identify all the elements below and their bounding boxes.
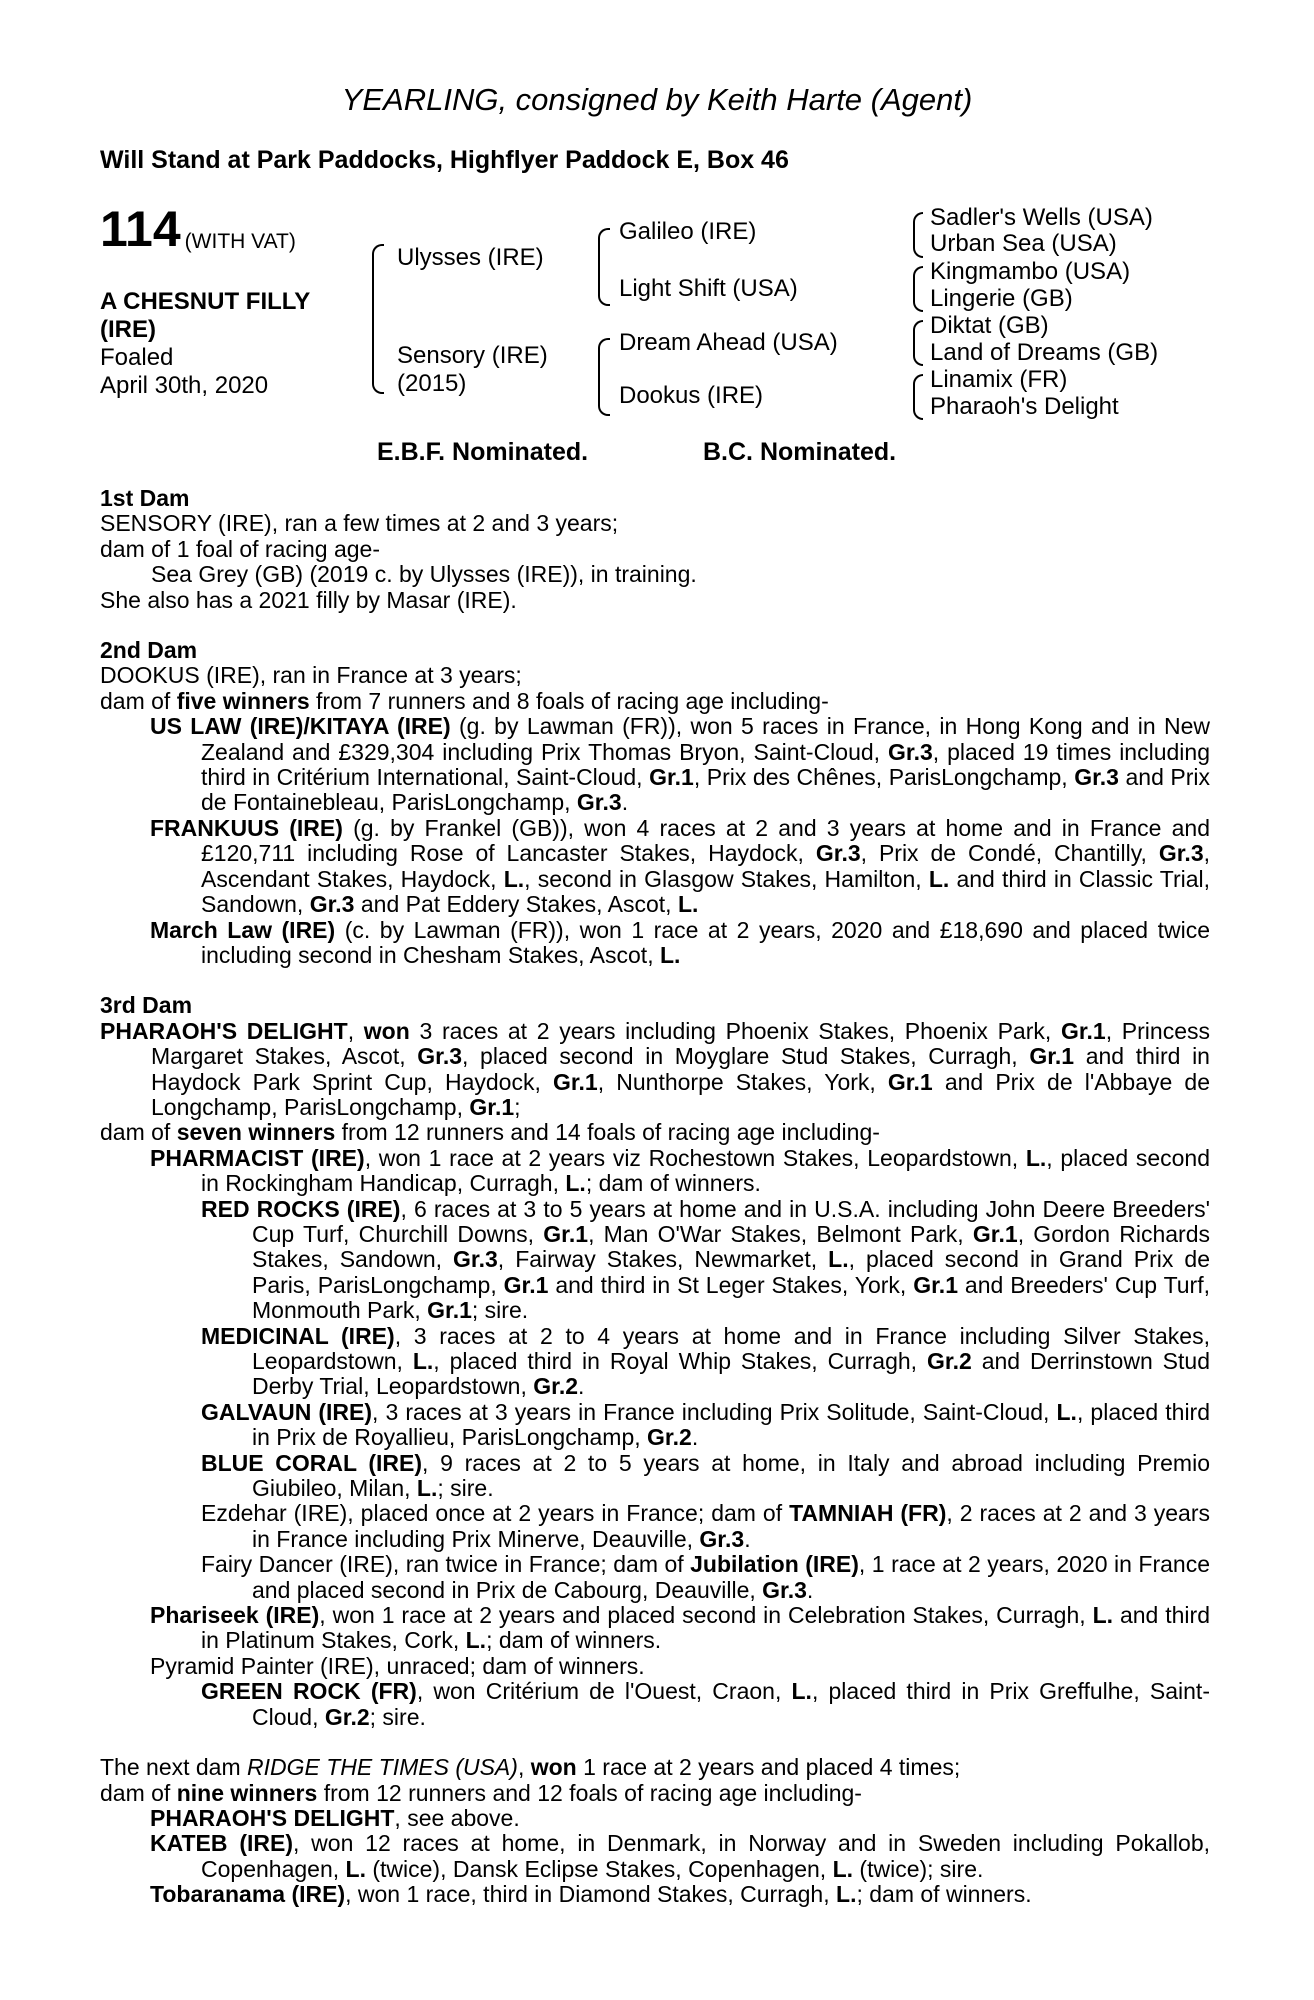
text: . (691, 1424, 699, 1451)
horse-name: TAMNIAH (FR) (789, 1500, 947, 1527)
grade: Gr.3 (453, 1246, 498, 1273)
text: , 9 races at 2 to 5 years at home, in Italy and abroad including Premio Giubileo, Milan, (252, 1449, 1210, 1502)
text: , second in Glasgow Stakes, Hamilton, (524, 865, 929, 892)
pedigree-brace-g4 (913, 374, 923, 420)
text: dam of (100, 687, 177, 714)
grade: L. (416, 1475, 438, 1502)
produce-tobaranama (100, 1882, 1210, 1907)
text: , 6 races at 3 to 5 years at home and in U.S.A. including John Deere Breeders' Cup Turf, Churchill Downs, (252, 1195, 1210, 1247)
text: The next dam (100, 1754, 248, 1781)
text: , see above. (394, 1804, 520, 1831)
catalogue-text (100, 486, 1210, 1908)
text: ; sire. (369, 1703, 426, 1730)
pedigree-g5: Diktat (GB) (930, 312, 1049, 339)
grade: L. (1092, 1602, 1114, 1629)
grade: L. (677, 891, 699, 918)
produce-red-rocks (100, 1197, 1210, 1324)
horse-name: KATEB (IRE) (150, 1830, 293, 1857)
text: , won Critérium de l'Ouest, Craon, (416, 1678, 792, 1705)
text-bold: seven winners (176, 1119, 336, 1146)
produce-pharaohs-delight (100, 1806, 1210, 1831)
consignor-line: YEARLING, consigned by Keith Harte (Agent) (341, 82, 973, 117)
grade: Gr.3 (699, 1525, 745, 1552)
text: , Prix des Chênes, ParisLongchamp, (693, 764, 1075, 791)
grade: Gr.1 (552, 1068, 598, 1095)
foaled-label: Foaled (100, 344, 174, 371)
stand-location: Will Stand at Park Paddocks, Highflyer Paddock E, Box 46 (100, 146, 789, 174)
horse-country: (IRE) (100, 316, 156, 343)
text: , placed third in Prix Greffulhe, Saint-Cloud, (252, 1678, 1210, 1730)
pedigree-brace-g1 (913, 212, 923, 258)
horse-name-italic: RIDGE THE TIMES (USA) (247, 1754, 518, 1781)
text: , 2 races at 2 and 3 years in France including Prix Minerve, Deauville, (252, 1500, 1211, 1552)
pedigree-brace-sire (598, 228, 610, 306)
grade: Gr.1 (1060, 1017, 1106, 1044)
produce-ezdehar (100, 1501, 1210, 1552)
text: , Fairway Stakes, Newmarket, (497, 1246, 829, 1273)
pedigree-brace-g2 (913, 266, 923, 312)
text: ; sire. (437, 1475, 494, 1502)
text: 3 races at 2 years including Phoenix Stakes, Phoenix Park, (409, 1017, 1061, 1044)
pedigree-brace-g3 (913, 320, 923, 366)
text: , won 1 race at 2 years and placed second in Celebration Stakes, Curragh, (319, 1602, 1093, 1629)
text: (twice), Dansk Eclipse Stakes, Copenhagen, (365, 1855, 833, 1882)
grade: L. (659, 941, 681, 968)
pedigree-g4: Lingerie (GB) (930, 285, 1073, 312)
grade: Gr.1 (469, 1093, 515, 1120)
grade: Gr.1 (1029, 1043, 1075, 1070)
text: , Prix de Condé, Chantilly, (860, 840, 1159, 867)
text: (g. by Lawman (FR)), won 5 races in France, in Hong Kong and in New Zealand and £329,304 including Prix Thomas Bryon, Saint-Cloud, (201, 713, 1210, 765)
text: and third in Platinum Stakes, Cork, (201, 1602, 1210, 1654)
text: (twice); sire. (853, 1855, 984, 1882)
text: Fairy Dancer (IRE), ran twice in France; dam of (201, 1551, 691, 1578)
grade: Gr.1 (543, 1220, 589, 1247)
third-dam-heading: 3rd Dam (100, 992, 193, 1019)
text: , placed 19 times including third in Critérium International, Saint-Cloud, (201, 738, 1210, 791)
next-dam-record (100, 1755, 1210, 1780)
grade: Gr.2 (647, 1424, 692, 1451)
first-dam-line: dam of 1 foal of racing age- (100, 535, 380, 562)
text: Ezdehar (IRE), placed once at 2 years in France; dam of (201, 1500, 790, 1527)
pedigree-sire: Ulysses (IRE) (397, 244, 544, 271)
text: , placed third in Prix de Royallieu, ParisLongchamp, (252, 1398, 1211, 1451)
text: from 12 runners and 12 foals of racing age including- (317, 1779, 862, 1806)
pedigree-brace-dam (598, 338, 610, 416)
produce-frankuus (100, 816, 1210, 918)
grade: Gr.3 (1158, 840, 1204, 867)
grade: Gr.2 (927, 1348, 972, 1374)
pedigree-sire-sire: Galileo (IRE) (619, 218, 757, 245)
grade: Gr.3 (576, 789, 622, 816)
text: . (578, 1373, 585, 1400)
pedigree-g8: Pharaoh's Delight (930, 393, 1119, 420)
grade: Gr.1 (649, 764, 694, 791)
horse-name: GALVAUN (IRE) (201, 1398, 373, 1425)
grade: Gr.2 (533, 1373, 579, 1400)
next-dam-dam-of (100, 1781, 1210, 1806)
text: from 12 runners and 14 foals of racing age including- (335, 1119, 880, 1146)
second-dam-intro: DOOKUS (IRE), ran in France at 3 years; (100, 662, 522, 689)
text: ; sire. (471, 1297, 529, 1324)
pedigree-g7: Linamix (FR) (930, 366, 1068, 393)
grade: Gr.3 (888, 738, 933, 765)
grade: L. (828, 1246, 849, 1273)
text: , 3 races at 3 years in France including Prix Solitude, Saint-Cloud, (372, 1398, 1057, 1425)
text: , won 1 race at 2 years viz Rochestown Stakes, Leopardstown, (364, 1144, 1026, 1171)
text: dam of (100, 1779, 177, 1806)
grade: Gr.1 (913, 1271, 958, 1298)
grade: L. (565, 1170, 586, 1197)
text: , won 1 race, third in Diamond Stakes, Curragh, (345, 1881, 837, 1908)
text: , Nunthorpe Stakes, York, (597, 1068, 888, 1095)
text: ; dam of winners. (486, 1627, 662, 1654)
text: from 7 runners and 8 foals of racing age including- (309, 687, 829, 714)
text: , 1 race at 2 years, 2020 in France and placed second in Prix de Cabourg, Deauville, (252, 1551, 1210, 1603)
text: , (517, 1754, 531, 1781)
pedigree-dam: Sensory (IRE) (397, 342, 548, 369)
text: , placed third in Royal Whip Stakes, Curragh, (433, 1348, 928, 1374)
horse-name: Jubilation (IRE) (690, 1551, 859, 1578)
first-dam-heading: 1st Dam (100, 485, 190, 511)
first-dam-produce: Sea Grey (GB) (2019 c. by Ulysses (IRE)), in training. (151, 561, 697, 588)
grade: L. (1025, 1144, 1047, 1171)
text-bold: won (530, 1754, 577, 1781)
text: dam of (100, 1119, 177, 1146)
horse-name: GREEN ROCK (FR) (201, 1678, 417, 1705)
grade: L. (836, 1881, 857, 1908)
text: and Breeders' Cup Turf, Monmouth Park, (252, 1271, 1210, 1324)
horse-description (100, 288, 310, 400)
grade: Gr.3 (417, 1043, 463, 1070)
horse-name: FRANKUUS (IRE) (150, 814, 343, 841)
horse-name: PHARAOH'S DELIGHT (100, 1017, 348, 1044)
text-bold: nine winners (176, 1779, 318, 1806)
grade: Gr.3 (1074, 764, 1119, 791)
produce-march-law (100, 918, 1210, 969)
grade: L. (832, 1855, 854, 1882)
text: ; dam of winners. (856, 1881, 1032, 1908)
text-bold: five winners (176, 687, 310, 714)
text: ; dam of winners. (585, 1170, 761, 1197)
foaled-date: April 30th, 2020 (100, 372, 269, 399)
third-dam-record: PHARAOH'S DELIGHT, won 3 races at 2 years including Phoenix Stakes, Phoenix Park, Gr.1, Princess Margaret Stakes, Ascot, Gr.3, placed second in Moyglare Stud Stakes, Curragh, Gr.1 and third in Haydock Park Sprint Cup, Haydock, Gr.1, Nunthorpe Stakes, York, Gr.1 and Prix de l'Abbaye de Longchamp, ParisLongchamp, Gr.1; (100, 1017, 1211, 1120)
text: (g. by Frankel (GB)), won 4 races at 2 and 3 years at home and in France and £120,711 including Rose of Lancaster Stakes, Haydock, (201, 814, 1210, 867)
horse-name: RED ROCKS (IRE) (201, 1195, 401, 1222)
text: , 3 races at 2 to 4 years at home and in France including Silver Stakes, Leopardstown, (252, 1322, 1210, 1374)
produce-kateb (100, 1831, 1210, 1882)
produce-blue-coral (100, 1451, 1210, 1502)
horse-name: US LAW (IRE)/KITAYA (IRE) (150, 713, 451, 740)
text: . (744, 1525, 751, 1552)
grade: L. (465, 1627, 487, 1654)
horse-name: March Law (IRE) (150, 916, 336, 943)
produce-pharmacist (100, 1146, 1210, 1197)
text: and Pat Eddery Stakes, Ascot, (354, 891, 678, 918)
text: and Prix de Fontainebleau, ParisLongchamp, (201, 764, 1211, 816)
text: and third in St Leger Stakes, York, (548, 1271, 914, 1298)
pedigree-g1: Sadler's Wells (USA) (930, 204, 1153, 231)
produce-galvaun (100, 1400, 1210, 1451)
produce-pyramid-painter (100, 1654, 1210, 1679)
horse-sex-colour: A CHESNUT FILLY (100, 288, 311, 315)
lot-number: 114 (100, 201, 181, 257)
text: Pyramid Painter (IRE), unraced; dam of winners. (150, 1652, 645, 1679)
text: , Princess Margaret Stakes, Ascot, (151, 1017, 1211, 1070)
text: , placed second in Rockingham Handicap, Curragh, (201, 1144, 1210, 1197)
grade: Gr.1 (887, 1068, 933, 1095)
produce-phariseek (100, 1603, 1210, 1654)
horse-name: MEDICINAL (IRE) (201, 1322, 395, 1349)
pedigree-g2: Urban Sea (USA) (930, 230, 1117, 257)
grade: Gr.3 (309, 891, 355, 918)
grade: Gr.1 (972, 1220, 1018, 1247)
grade: Gr.2 (324, 1703, 370, 1730)
text: , placed second in Moyglare Stud Stakes, Curragh, (462, 1043, 1030, 1070)
grade: Gr.1 (427, 1297, 472, 1324)
lot-number-block (100, 201, 296, 257)
text: and third in Classic Trial, Sandown, (201, 865, 1211, 918)
grade: Gr.3 (762, 1576, 807, 1603)
first-dam-line: SENSORY (IRE), ran a few times at 2 and 3 years; (100, 510, 619, 537)
text: , Ascendant Stakes, Haydock, (201, 840, 1211, 892)
first-dam-line: She also has a 2021 filly by Masar (IRE). (100, 586, 517, 613)
horse-name: Tobaranama (IRE) (150, 1881, 346, 1908)
produce-us-law (100, 714, 1210, 816)
text-bold: won (363, 1017, 410, 1044)
grade: Gr.3 (815, 840, 861, 867)
pedigree-sire-dam: Light Shift (USA) (619, 275, 798, 302)
second-dam-heading: 2nd Dam (100, 637, 198, 664)
bc-nominated: B.C. Nominated. (703, 438, 897, 466)
text: . (806, 1576, 814, 1603)
grade: Gr.1 (503, 1271, 549, 1298)
second-dam-dam-of (100, 689, 1210, 714)
text: and Prix de l'Abbaye de Longchamp, ParisLongchamp, (151, 1068, 1210, 1120)
horse-name: BLUE CORAL (IRE) (201, 1449, 423, 1476)
text: , won 12 races at home, in Denmark, in Norway and in Sweden including Pokallob, Copenhagen, (201, 1830, 1211, 1882)
grade: L. (503, 865, 525, 892)
horse-name: PHARAOH'S DELIGHT (150, 1804, 395, 1831)
vat-label: (WITH VAT) (184, 229, 296, 253)
text: , Gordon Richards Stakes, Sandown, (252, 1220, 1211, 1273)
third-dam-dam-of (100, 1120, 1210, 1145)
pedigree-dam-sire: Dream Ahead (USA) (619, 329, 838, 356)
pedigree-dam-year: (2015) (397, 370, 467, 397)
produce-green-rock (100, 1679, 1210, 1730)
pedigree-g3: Kingmambo (USA) (930, 258, 1131, 285)
produce-fairy-dancer (100, 1552, 1210, 1603)
ebf-nominated: E.B.F. Nominated. (377, 438, 589, 466)
text: , Man O'War Stakes, Belmont Park, (588, 1220, 973, 1247)
pedigree-g6: Land of Dreams (GB) (930, 339, 1159, 366)
text: and third in Haydock Park Sprint Cup, Haydock, (151, 1043, 1210, 1095)
horse-name: PHARMACIST (IRE) (150, 1144, 365, 1171)
grade: L. (928, 865, 950, 892)
pedigree-dam-dam: Dookus (IRE) (619, 382, 764, 409)
pedigree-brace-parents (372, 244, 384, 394)
text: and Derrinstown Stud Derby Trial, Leopardstown, (252, 1348, 1210, 1400)
grade: L. (1056, 1398, 1077, 1425)
produce-medicinal (100, 1324, 1210, 1400)
grade: L. (791, 1678, 812, 1705)
text: , placed second in Grand Prix de Paris, ParisLongchamp, (252, 1246, 1210, 1298)
grade: L. (345, 1855, 366, 1882)
text: 1 race at 2 years and placed 4 times; (576, 1754, 961, 1781)
text: . (621, 789, 629, 816)
text: (c. by Lawman (FR)), won 1 race at 2 years, 2020 and £18,690 and placed twice including second in Chesham Stakes, Ascot, (201, 916, 1210, 968)
text: ; (514, 1093, 521, 1120)
horse-name: Phariseek (IRE) (150, 1602, 320, 1629)
grade: L. (412, 1348, 434, 1374)
